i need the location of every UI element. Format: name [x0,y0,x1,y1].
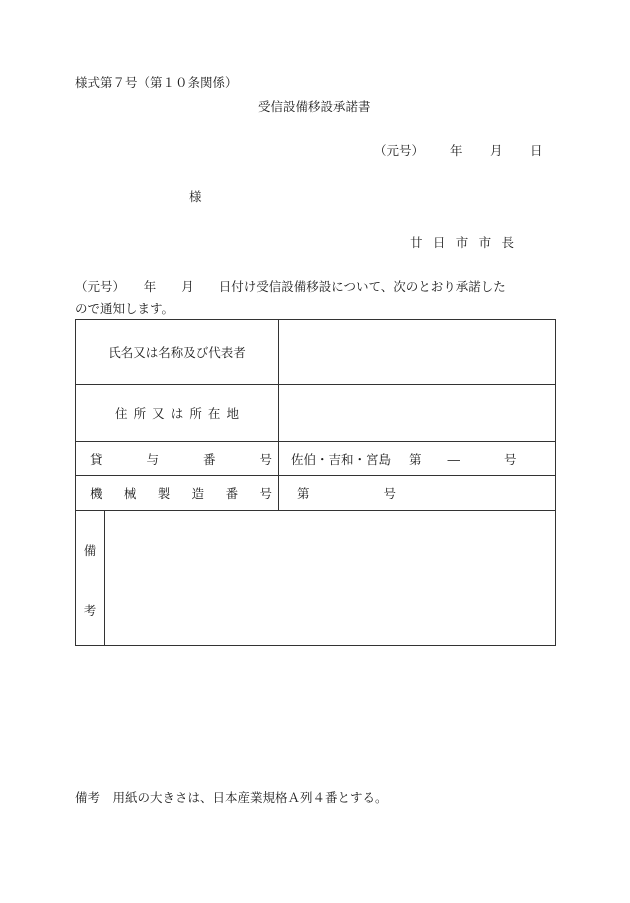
body-text-line-2: ので通知します。 [75,301,175,316]
row-loan-number [76,442,556,476]
date-era: （元号） [374,143,425,158]
loan-number-label: 貸 与 番 号 [76,442,279,476]
document-title: 受信設備移設承諾書 [258,99,371,114]
date-day: 日 [530,143,543,158]
serial-number-label: 機 械 製 造 番 号 [76,476,279,511]
remarks-label: 備 考 [76,511,105,646]
name-field[interactable] [279,320,556,385]
name-label: 氏名又は名称及び代表者 [76,320,279,385]
row-serial-number [76,476,556,511]
serial-number-field[interactable]: 第 号 [279,476,556,511]
row-name [76,320,556,385]
loan-number-field[interactable]: 佐伯・吉和・宮島 第 ― 号 [279,442,556,476]
row-address [76,385,556,442]
issuer-name: 廿 日 市 市 長 [410,235,514,250]
date-month: 月 [490,143,503,158]
body-text-line-1: （元号） 年 月 日付け受信設備移設について、次のとおり承諾した [75,279,506,294]
footer-note: 備考 用紙の大きさは、日本産業規格Ａ列４番とする。 [75,790,388,805]
remarks-field[interactable] [105,511,556,646]
form-number: 様式第７号（第１０条関係） [75,75,238,90]
date-year: 年 [450,143,463,158]
address-field[interactable] [279,385,556,442]
addressee-suffix: 様 [189,189,202,204]
row-remarks [76,511,556,646]
address-label: 住 所 又 は 所 在 地 [76,385,279,442]
approval-table [75,319,556,646]
